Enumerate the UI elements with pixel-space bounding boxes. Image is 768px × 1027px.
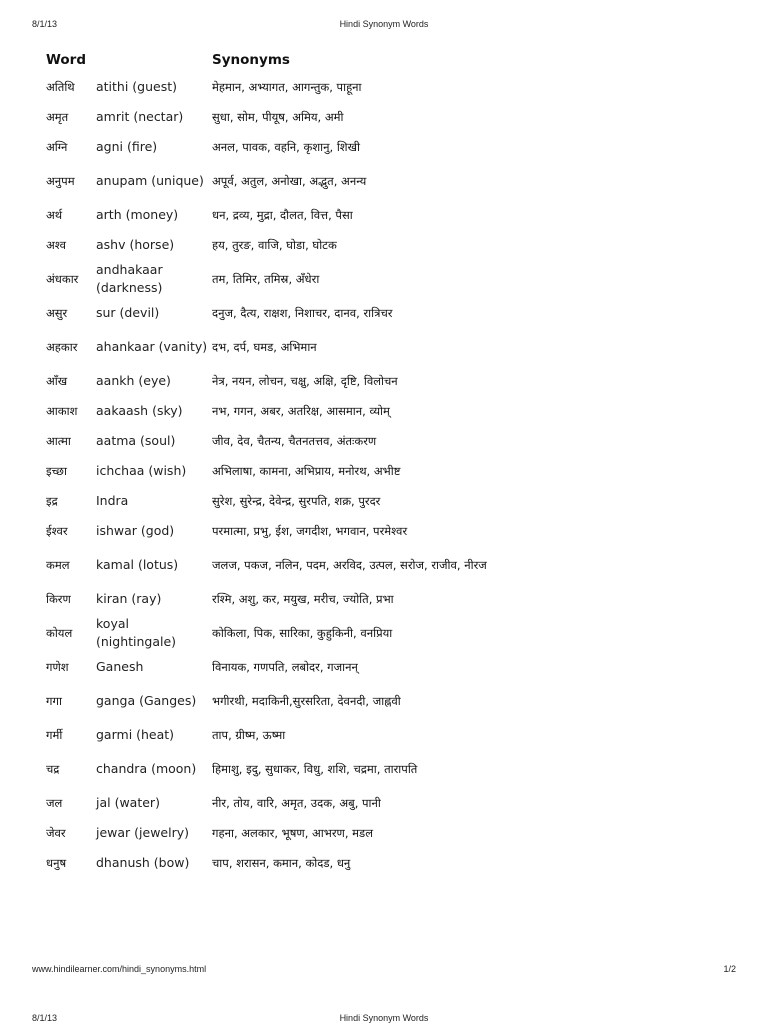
transliteration: arth (money) [96, 207, 179, 222]
transliteration: jal (water) [96, 795, 160, 810]
table-row [46, 720, 726, 750]
table-row [46, 682, 726, 720]
hindi-word: अतिथि [46, 80, 75, 94]
table-row [46, 848, 726, 878]
synonyms-cell: ताप, ग्रीष्म, ऊष्मा [212, 728, 286, 742]
table-row [46, 102, 726, 132]
transliteration: chandra (moon) [96, 761, 197, 776]
transliteration: atithi (guest) [96, 79, 178, 94]
synonyms-cell: हिमाशु, इदु, सुधाकर, विधु, शशि, चद्रमा, तारापति [212, 762, 418, 776]
table-row [46, 750, 726, 788]
synonyms-cell: भगीरथी, मदाकिनी,सुरसरिता, देवनदी, जाह्नवी [212, 694, 401, 708]
synonyms-cell: रश्मि, अशु, कर, मयुख, मरीच, ज्योति, प्रभा [212, 592, 394, 606]
table-row [46, 614, 726, 652]
transliteration: andhakaar (darkness) [96, 262, 163, 295]
hindi-word: इद्र [46, 494, 58, 508]
synonyms-cell: अपूर्व, अतुल, अनोखा, अद्भुत, अनन्य [212, 174, 367, 188]
synonyms-cell: कोकिला, पिक, सारिका, कुहुकिनी, वनप्रिया [212, 626, 393, 640]
hindi-word: ईश्वर [46, 524, 68, 538]
table-row [46, 366, 726, 396]
table-row [46, 584, 726, 614]
table-row [46, 426, 726, 456]
synonyms-cell: अभिलाषा, कामना, अभिप्राय, मनोरथ, अभीष्ट [212, 464, 401, 478]
transliteration: jewar (jewelry) [96, 825, 189, 840]
synonym-table [46, 48, 726, 878]
synonyms-cell: नीर, तोय, वारि, अमृत, उदक, अबु, पानी [212, 796, 381, 810]
transliteration: anupam (unique) [96, 173, 204, 188]
table-row [46, 486, 726, 516]
transliteration: ganga (Ganges) [96, 693, 197, 708]
transliteration: aankh (eye) [96, 373, 171, 388]
print-title: Hindi Synonym Words [339, 1013, 429, 1023]
synonyms-cell: विनायक, गणपति, लबोदर, गजानन् [212, 660, 358, 674]
table-row [46, 230, 726, 260]
table-row [46, 162, 726, 200]
hindi-word: गर्मी [46, 728, 63, 742]
synonyms-cell: दभ, दर्प, घमड, अभिमान [212, 340, 317, 354]
table-row [46, 200, 726, 230]
synonyms-cell: तम, तिमिर, तमिस्र, अँधेरा [212, 272, 320, 286]
table-row [46, 328, 726, 366]
hindi-word: आँख [46, 374, 68, 388]
transliteration: agni (fire) [96, 139, 158, 154]
hindi-word: किरण [46, 592, 71, 606]
transliteration: ichchaa (wish) [96, 463, 187, 478]
transliteration: aatma (soul) [96, 433, 176, 448]
hindi-word: जेवर [46, 826, 66, 840]
print-header [0, 19, 768, 33]
table-row [46, 818, 726, 848]
transliteration: kiran (ray) [96, 591, 162, 606]
synonyms-cell: धन, द्रव्य, मुद्रा, दौलत, वित्त, पैसा [212, 208, 353, 222]
transliteration: Indra [96, 493, 129, 508]
synonyms-cell: अनल, पावक, वहनि, कृशानु, शिखी [212, 140, 361, 154]
synonyms-cell: नेत्र, नयन, लोचन, चक्षु, अक्षि, दृष्टि, विलोचन [212, 374, 398, 388]
transliteration: Ganesh [96, 659, 144, 674]
transliteration: sur (devil) [96, 305, 160, 320]
hindi-word: आकाश [46, 404, 78, 418]
hindi-word: अनुपम [46, 174, 75, 188]
word-column-header: Word [46, 52, 87, 68]
print-date: 8/1/13 [32, 1013, 58, 1023]
table-row [46, 546, 726, 584]
source-url[interactable]: www.hindilearner.com/hindi_synonyms.html [32, 964, 207, 974]
hindi-word: गगा [46, 694, 62, 708]
table-row [46, 516, 726, 546]
transliteration: ahankaar (vanity) [96, 339, 208, 354]
table-row [46, 132, 726, 162]
synonyms-cell: सुरेश, सुरेन्द्र, देवेन्द्र, सुरपति, शक्र, पुरदर [212, 494, 381, 508]
transliteration: koyal (nightingale) [96, 616, 177, 649]
synonyms-cell: नभ, गगन, अबर, अतरिक्ष, आसमान, व्योम् [212, 404, 390, 418]
synonyms-cell: परमात्मा, प्रभु, ईश, जगदीश, भगवान, परमेश्वर [212, 524, 408, 538]
table-row [46, 72, 726, 102]
transliteration: dhanush (bow) [96, 855, 190, 870]
hindi-word: अर्थ [46, 208, 63, 222]
hindi-word: अमृत [46, 110, 69, 124]
print-date: 8/1/13 [32, 19, 58, 29]
page-number: 1/2 [723, 964, 736, 974]
table-row [46, 788, 726, 818]
synonyms-cell: गहना, अलकार, भूषण, आभरण, मडल [212, 826, 374, 840]
table-row [46, 260, 726, 298]
synonyms-cell: जीव, देव, चैतन्य, चैतनतत्तव, अंतःकरण [212, 434, 377, 448]
synonyms-cell: दनुज, दैत्य, राक्षश, निशाचर, दानव, रात्रिचर [212, 306, 393, 320]
table-row [46, 396, 726, 426]
hindi-word: चद्र [46, 762, 60, 776]
synonyms-cell: मेहमान, अभ्यागत, आगन्तुक, पाहूना [212, 80, 362, 94]
transliteration: kamal (lotus) [96, 557, 179, 572]
transliteration: ishwar (god) [96, 523, 175, 538]
table-row [46, 652, 726, 682]
transliteration: ashv (horse) [96, 237, 175, 252]
hindi-word: अहकार [46, 340, 78, 354]
hindi-word: अग्नि [46, 140, 68, 154]
synonyms-cell: जलज, पकज, नलिन, पदम, अरविद, उत्पल, सरोज, राजीव, नीरज [212, 558, 487, 572]
hindi-word: अंधकार [46, 272, 79, 286]
print-title: Hindi Synonym Words [339, 19, 429, 29]
transliteration: amrit (nectar) [96, 109, 184, 124]
next-page-header [0, 1013, 768, 1027]
synonyms-cell: चाप, शरासन, कमान, कोदड, धनु [212, 856, 351, 870]
synonyms-column-header: Synonyms [212, 52, 290, 68]
table-row [46, 456, 726, 486]
table-row [46, 298, 726, 328]
hindi-word: गणेश [46, 660, 69, 674]
synonyms-cell: हय, तुरङ, वाजि, घोडा, घोटक [212, 238, 337, 252]
hindi-word: कोयल [46, 626, 73, 640]
hindi-word: इच्छा [46, 464, 67, 478]
hindi-word: कमल [46, 558, 70, 572]
transliteration: garmi (heat) [96, 727, 175, 742]
hindi-word: धनुष [46, 856, 67, 870]
hindi-word: असुर [46, 306, 68, 320]
table-header-row [46, 48, 726, 72]
hindi-word: जल [46, 796, 63, 810]
synonyms-cell: सुधा, सोम, पीयूष, अमिय, अमी [212, 110, 344, 124]
transliteration: aakaash (sky) [96, 403, 183, 418]
hindi-word: अश्व [46, 238, 67, 252]
hindi-word: आत्मा [46, 434, 71, 448]
print-footer [0, 964, 768, 978]
